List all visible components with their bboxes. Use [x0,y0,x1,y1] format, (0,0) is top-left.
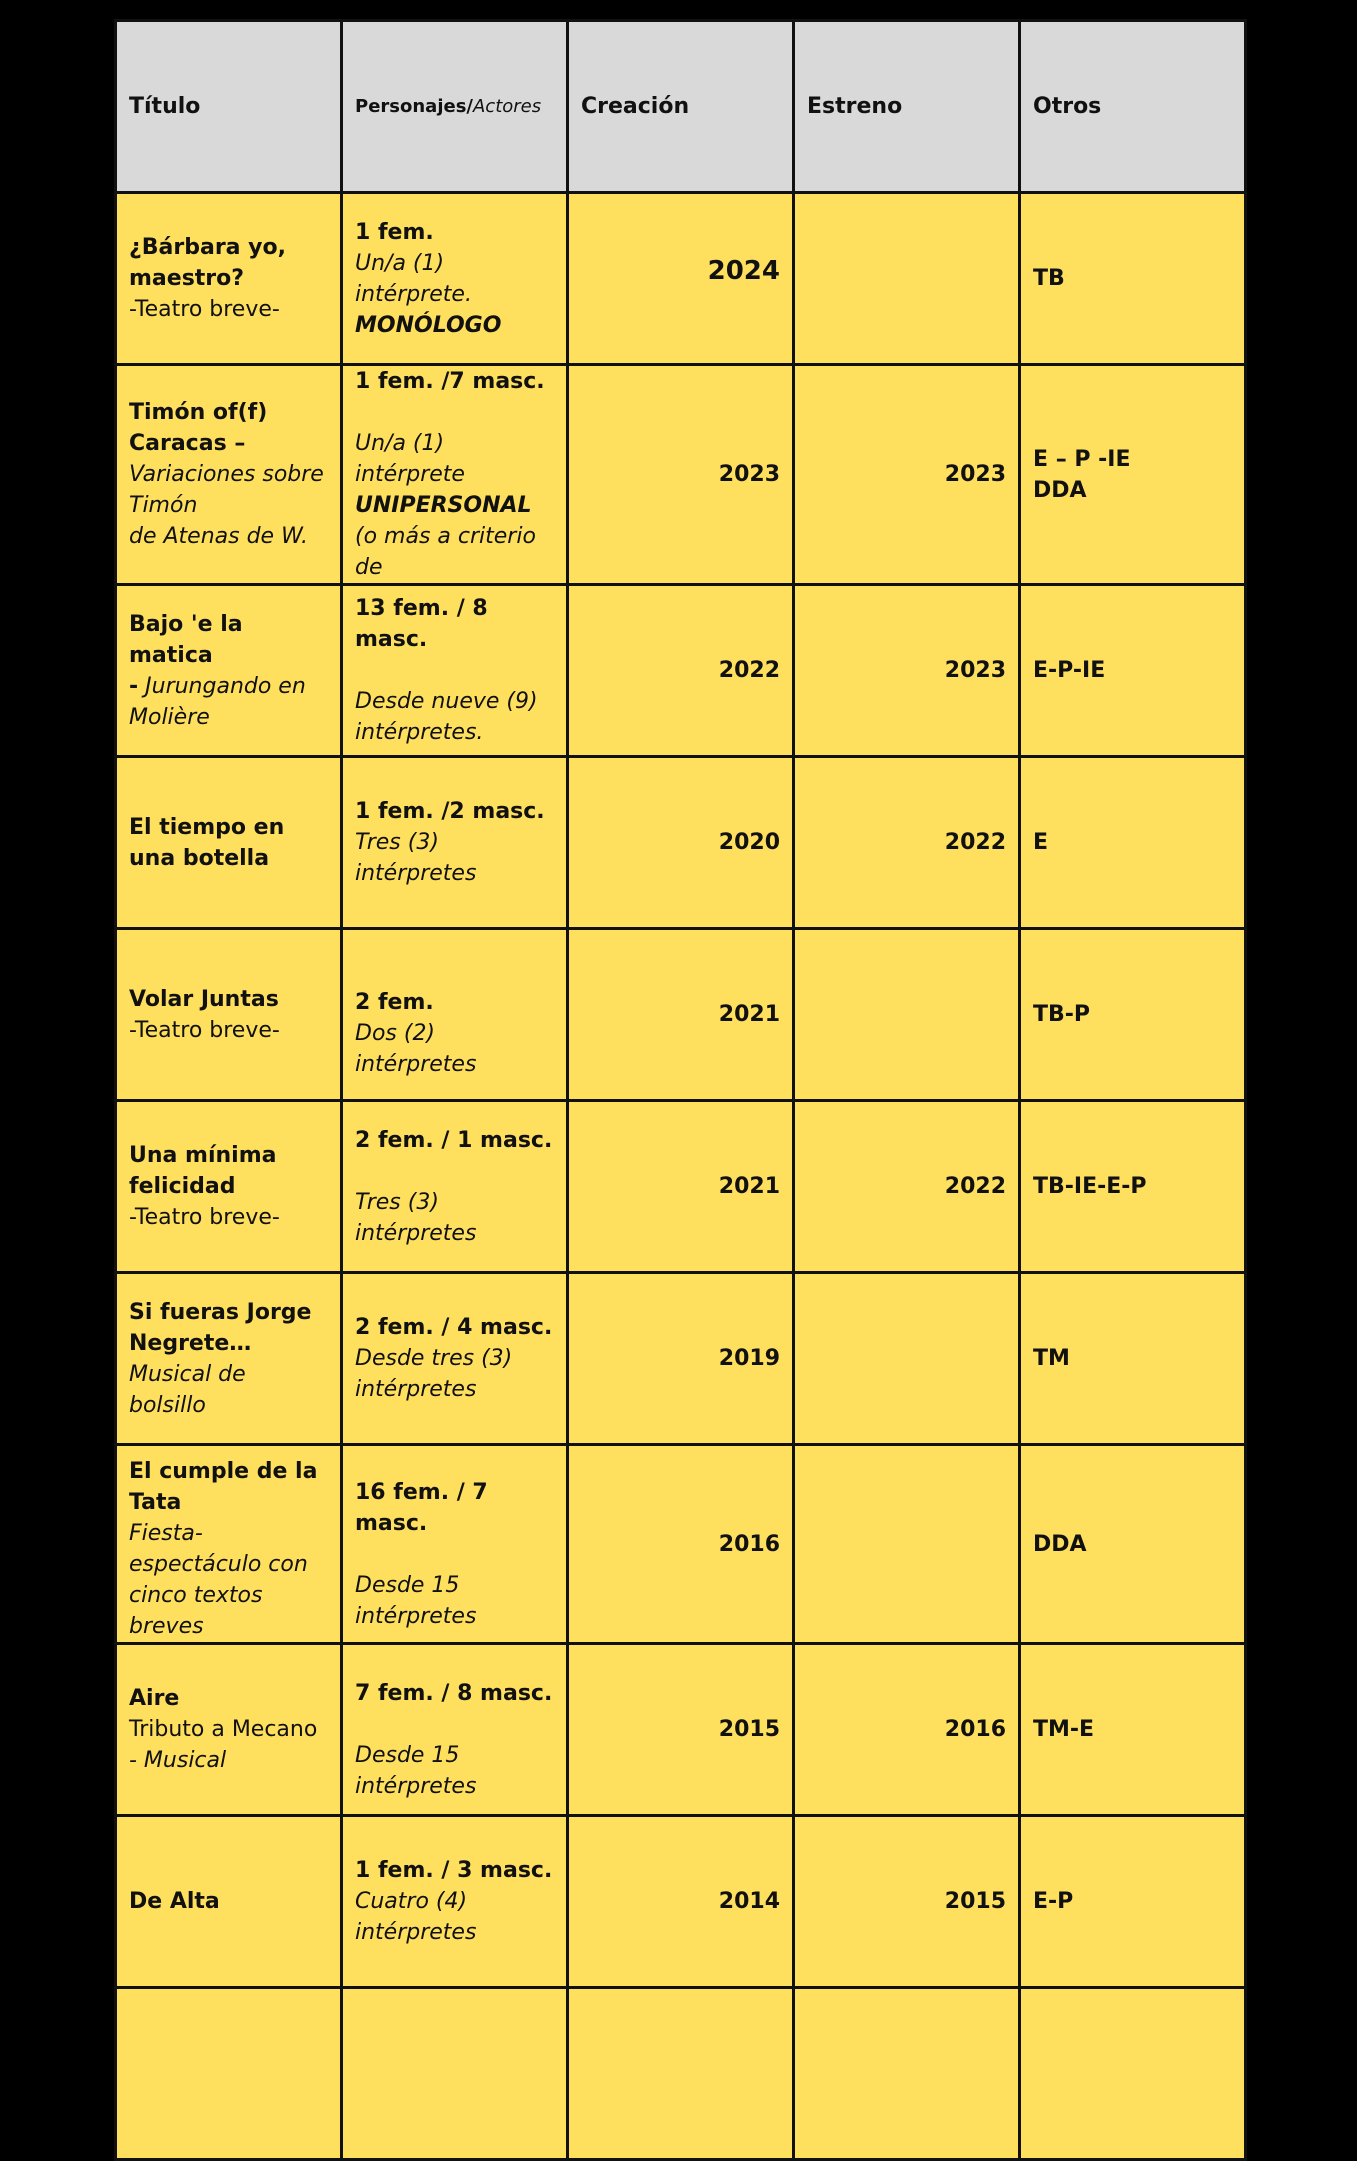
cell-creacion: 2021 [568,1101,794,1273]
cast-note: Cuatro (4) intérpretes [355,1889,477,1945]
header-creacion: Creación [568,21,794,193]
table-row [116,1445,1246,1644]
header-actores-label: Actores [472,96,542,117]
cast-count: 13 fem. / 8 masc. [355,596,488,652]
cast-note: Desde tres (3) intérpretes [355,1346,513,1402]
cast-note: Desde 15 intérpretes [355,1572,477,1629]
table-row-partial [116,1988,1246,2160]
cast-note: Tres (3) intérpretes [355,830,477,886]
cast-count: 2 fem. / 4 masc. [355,1315,553,1340]
cell-estreno: 2016 [794,1644,1020,1816]
cell-estreno: 2023 [794,585,1020,757]
cell-cast [342,929,568,1101]
cell-title [116,929,342,1101]
cast-more: (o más a criterio de [355,524,536,580]
cell-cast [342,1816,568,1988]
cell-otros: DDA [1020,1445,1246,1644]
title-sub: -Teatro breve- [129,1017,280,1043]
table-row [116,193,1246,365]
table-row [116,757,1246,929]
cast-count: 1 fem. / 3 masc. [355,1858,553,1883]
cast-note: Tres (3) intérpretes [355,1189,477,1246]
cell-title [116,1644,342,1816]
cell-cast [342,365,568,585]
cell-cast [342,1101,568,1273]
cell-estreno: 2022 [794,1101,1020,1273]
cell-creacion: 2021 [568,929,794,1101]
works-table [114,19,1247,2161]
header-row [116,21,1246,193]
cell-otros: TB [1020,193,1246,365]
cell-estreno [794,193,1020,365]
cast-count: 1 fem. /2 masc. [355,799,545,824]
table-row [116,1644,1246,1816]
title-main: ¿Bárbara yo, maestro? [129,235,286,291]
otros-line-1: E – P -IE [1033,446,1131,472]
document-page [114,19,1244,1945]
otros-line-2: DDA [1033,477,1087,503]
cell-cast [342,1445,568,1644]
cell-cast [342,585,568,757]
cast-note: Desde 15 intérpretes [355,1742,477,1799]
cell-title [116,757,342,929]
cell-title [116,1445,342,1644]
title-sub: Fiesta-espectáculo con cinco textos breves [129,1521,308,1639]
cell-title [116,193,342,365]
cell-title [116,1101,342,1273]
cell-otros: TM [1020,1273,1246,1445]
title-plain: Tributo a Mecano [129,1717,318,1742]
cell-creacion: 2022 [568,585,794,757]
table-row [116,365,1246,585]
table-row [116,929,1246,1101]
title-sub: -Teatro breve- [129,297,280,322]
cast-extra: UNIPERSONAL [355,493,532,518]
title-main: El tiempo en una botella [129,814,285,871]
title-main: Si fueras Jorge Negrete… [129,1299,312,1356]
cell-estreno [794,1273,1020,1445]
cell-estreno: 2023 [794,365,1020,585]
header-personajes-label: Personajes/ [355,96,473,117]
cell-otros: E-P [1020,1816,1246,1988]
cell-cast [342,1273,568,1445]
cell-creacion: 2016 [568,1445,794,1644]
header-personajes [342,21,568,193]
cast-note: Un/a (1) intérprete [355,431,465,487]
cell-estreno [794,1445,1020,1644]
header-titulo: Título [116,21,342,193]
cell-otros: E-P-IE [1020,585,1246,757]
title-sub-2: de Atenas de W. [129,524,309,549]
cell-creacion: 2015 [568,1644,794,1816]
cell-cast [342,193,568,365]
title-main: El cumple de la Tata [129,1459,318,1515]
title-sub: -Teatro breve- [129,1205,280,1230]
cast-note: Un/a (1) intérprete. [355,250,472,307]
header-otros: Otros [1020,21,1246,193]
cast-extra: MONÓLOGO [355,312,502,338]
cell-cast [342,757,568,929]
table-row [116,1273,1246,1445]
title-sub: Musical de bolsillo [129,1361,246,1418]
cell-estreno: 2015 [794,1816,1020,1988]
cast-count: 7 fem. / 8 masc. [355,1680,553,1706]
cast-count: 2 fem. [355,990,434,1015]
title-main: Bajo 'e la matica [129,611,243,668]
cell-estreno [794,929,1020,1101]
title-sub: Jurungando en Molière [129,673,306,730]
cell-otros [1020,365,1246,585]
cell-otros: TM-E [1020,1644,1246,1816]
title-main: Volar Juntas [129,986,279,1012]
cast-note: Desde nueve (9) intérpretes. [355,689,538,745]
header-estreno: Estreno [794,21,1020,193]
cast-count: 1 fem. /7 masc. [355,369,545,394]
cell-creacion: 2023 [568,365,794,585]
cell-otros: E [1020,757,1246,929]
cell-creacion: 2020 [568,757,794,929]
cell-creacion: 2019 [568,1273,794,1445]
cell-cast [342,1644,568,1816]
title-dash: - [129,673,139,699]
cast-count: 2 fem. / 1 masc. [355,1127,553,1153]
title-main: Timón of(f) Caracas – [129,400,268,456]
cell-otros: TB-P [1020,929,1246,1101]
cell-title [116,1816,342,1988]
table-row [116,1101,1246,1273]
cell-estreno: 2022 [794,757,1020,929]
cell-title [116,365,342,585]
title-main: Una mínima felicidad [129,1143,277,1199]
cast-note: Dos (2) intérpretes [355,1021,477,1077]
table-row [116,585,1246,757]
cell-creacion: 2024 [568,193,794,365]
title-main: De Alta [129,1889,220,1914]
cell-title [116,1273,342,1445]
cell-creacion: 2014 [568,1816,794,1988]
cast-count: 16 fem. / 7 masc. [355,1479,488,1536]
title-sub: Variaciones sobre Timón [129,462,324,518]
title-sub: - Musical [129,1748,227,1773]
title-main: Aire [129,1686,180,1711]
cell-otros: TB-IE-E-P [1020,1101,1246,1273]
cast-count: 1 fem. [355,219,434,245]
cell-title [116,585,342,757]
table-row [116,1816,1246,1988]
